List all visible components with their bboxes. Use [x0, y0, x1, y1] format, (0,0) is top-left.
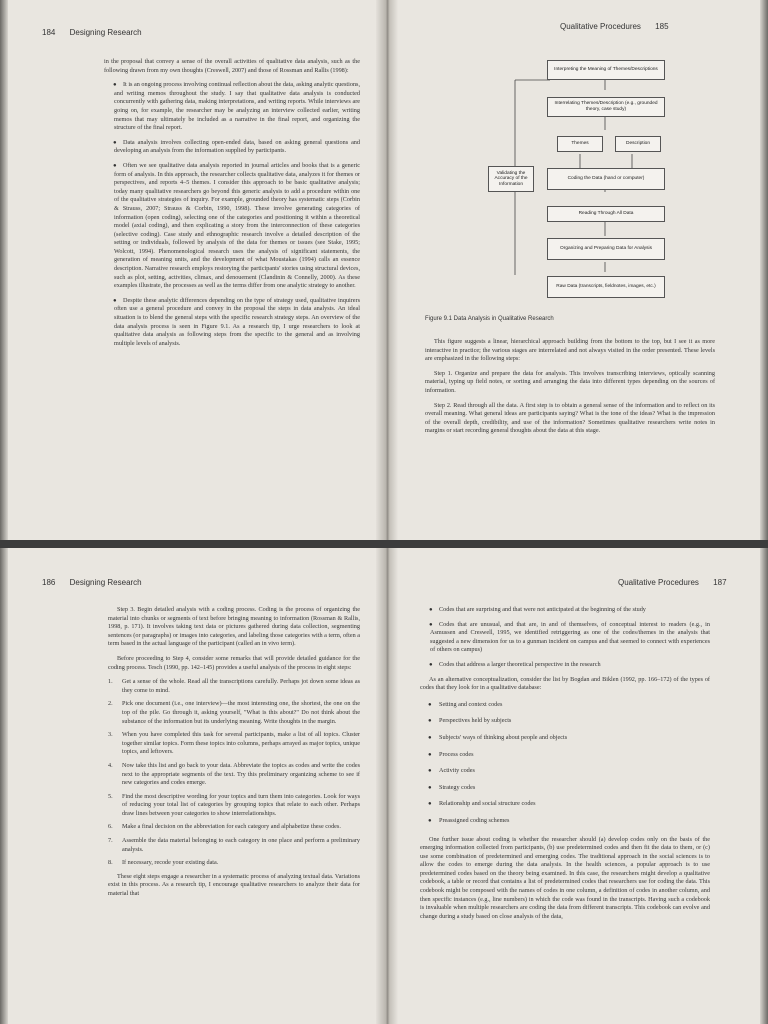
book-spread-bottom: [0, 548, 768, 1024]
list-item: ● Setting and context codes: [428, 701, 710, 710]
box-organizing: Organizing and Preparing Data for Analysis: [547, 238, 665, 260]
page-edge-left: [0, 548, 8, 1024]
box-interpreting: Interpreting the Meaning of Themes/Descriptions: [547, 60, 665, 80]
figure-caption: Figure 9.1 Data Analysis in Qualitative Research: [425, 316, 554, 322]
page-number: 187: [713, 578, 727, 587]
list-item: ● Subjects' ways of thinking about people and objects: [428, 734, 710, 743]
running-title: Qualitative Procedures: [618, 578, 699, 587]
list-item: 8. If necessary, recode your existing data.: [108, 859, 219, 867]
running-header-left: [30, 578, 142, 587]
bullet-paragraph: ● Data analysis involves collecting open-ended data, based on asking general questions and developing an analysis from the information supplied by participants.: [104, 139, 360, 156]
list-item: 4. Now take this list and go back to your data. Abbreviate the topics as codes and write the codes next to the appropriate segments of the text. Try this preliminary organizing scheme to see if new categories and codes emerge.: [108, 761, 360, 787]
running-header-left: [30, 28, 142, 37]
list-item: 5. Find the most descriptive wording for your topics and turn them into categories. Look for ways of reducing your total list of categories by grouping topics that relate to each other. Perhaps draw lines between your categories to show interrelationships.: [108, 792, 360, 817]
paragraph: Step 2. Read through all the data. A first step is to obtain a general sense of the information and to reflect on its overall meaning. What general ideas are participants saying? What is the tone of the ideas? What is the impression of the overall depth, credibility, and use of the information? Sometimes qualitative researchers write notes in margins or start recording general thoughts about the data at this stage.: [425, 401, 715, 435]
box-reading: Reading Through All Data: [547, 206, 665, 222]
page-number: 184: [42, 28, 56, 37]
box-raw-data: Raw Data (transcripts, fieldnotes, images, etc.): [547, 276, 665, 298]
paragraph: in the proposal that convey a sense of the overall activities of qualitative data analysis, such as the following drawn from my own thoughts (Creswell, 2007) and those of Rossman and Rallis (1998):: [104, 58, 360, 74]
book-gutter: [376, 548, 398, 1024]
left-page-text: [104, 58, 360, 354]
right-page-text: [420, 606, 710, 927]
bullet-paragraph: ● Codes that are unusual, and that are, in and of themselves, of conceptual interest to readers (e.g., in Asmussen and Creswell, 1995, we identified retriggering as one of the codes/themes in the analysis that suggested a new dimension for us to a gunman incident on campus and that seemed to connect with experiences of others on campus): [420, 621, 710, 655]
list-item: ● Strategy codes: [428, 784, 710, 793]
code-types-list: [428, 701, 710, 826]
page-edge-left: [0, 0, 8, 540]
box-description: Description: [615, 136, 661, 152]
list-item: 2. Pick one document (i.e., one interview)—the most interesting one, the shortest, the one on the top of the pile. Go through it, asking yourself, "What is this about?" Do not think about the substance of the information but its underlying meaning. Write thoughts in the margin.: [108, 700, 360, 725]
list-item: ● Process codes: [428, 751, 710, 760]
list-item: ● Relationship and social structure codes: [428, 800, 710, 809]
bullet-paragraph: ● Codes that are surprising and that were not anticipated at the beginning of the study: [420, 606, 710, 615]
paragraph: One further issue about coding is whether the researcher should (a) develop codes only on the basis of the emerging information collected from participants, (b) use predetermined codes and then fit the data to them, or (c) use some combination of predetermined and emerging codes. The traditional approach in the social sciences is to allow the codes to emerge during the data analysis. In the health sciences, a popular approach is to use predetermined codes based on the theory being examined. In this case, the researchers might develop a qualitative codebook, a table or record that contains a list of predetermined codes that researchers use for coding the data. This codebook might be composed with the names of codes in one column, a definition of codes in another column, and then specific instances (e.g., line numbers) in which the code was found in the transcripts. Having such a codebook is invaluable when multiple researchers are coding the data from different transcripts. This codebook can evolve and change during a study based on close analysis of the data,: [420, 835, 710, 920]
list-item: ● Activity codes: [428, 767, 710, 776]
book-gutter: [376, 0, 398, 540]
paragraph: As an alternative conceptualization, consider the list by Bogdan and Biklen (1992, pp. 166–172) of the types of codes that they look for in a qualitative database:: [420, 675, 710, 692]
bullet-paragraph: ● It is an ongoing process involving continual reflection about the data, asking analytic questions, and writing memos throughout the study. I say that qualitative data analysis is conducted concurrently with gathering data, making interpretations, and writing reports. While interviews are going on, for example, the researcher may be analyzing an interview collected earlier, writing memos that may ultimately be included as a narrative in the final report, and organizing the structure of the final report.: [104, 81, 360, 133]
box-validating: Validating the Accuracy of the Information: [488, 166, 534, 192]
right-page-text: [425, 338, 715, 442]
running-title: Qualitative Procedures: [560, 22, 641, 31]
page-edge-right: [760, 0, 768, 540]
left-page-text: [108, 606, 360, 905]
bullet-paragraph: ● Despite these analytic differences depending on the type of strategy used, qualitative inquirers often use a general procedure and convey in the proposal the steps in data analysis. An ideal situation is to blend the general steps with the specific research strategy steps. An overview of the data analysis process is seen in Figure 9.1. As a research tip, I urge researchers to look at qualitative data analysis as following steps from the specific to the general and as involving multiple levels of analysis.: [104, 297, 360, 349]
page-number: 186: [42, 578, 56, 587]
list-item: ● Preassigned coding schemes: [428, 817, 710, 826]
list-item: 6. Make a final decision on the abbreviation for each category and alphabetize these codes.: [108, 823, 341, 831]
running-title: Designing Research: [69, 28, 142, 37]
list-item: 1. Get a sense of the whole. Read all the transcriptions carefully. Perhaps jot down some ideas as they come to mind.: [108, 678, 360, 694]
list-item: 3. When you have completed this task for several participants, make a list of all topics. Cluster together similar topics. Form these topics into columns, perhaps arrayed as major topics, unique topics, and leftovers.: [108, 731, 360, 756]
box-themes: Themes: [557, 136, 603, 152]
paragraph: Step 3. Begin detailed analysis with a coding process. Coding is the process of organizing the material into chunks or segments of text before bringing meaning to information (Rossman & Rallis, 1998, p. 171). It involves taking text data or pictures gathered during data collection, segmenting sentences (or paragraphs) or images into categories, and labeling those categories with a term, often a term based in the actual language of the participant (called an in vivo term).: [108, 606, 360, 648]
list-item: ● Perspectives held by subjects: [428, 717, 710, 726]
bullet-paragraph: ● Often we see qualitative data analysis reported in journal articles and books that is a generic form of analysis. In this approach, the researcher collects qualitative data, analyzes it for themes or perspectives, and reports 4–5 themes. I consider this approach to be basic qualitative analysis; today many qualitative researchers go beyond this generic analysis to add a procedure within one of the qualitative strategies of inquiry. For example, grounded theory has systematic steps (Corbin & Strauss, 2007; Strauss & Corbin, 1990, 1998). These involve generating categories of information (open coding), selecting one of the categories and positioning it within a theoretical model (axial coding), and then explicating a story from the interconnection of these categories (selective coding). Case study and ethnographic research involve a detailed description of the setting or individuals, followed by analysis of the data for themes or issues (see Stake, 1995; Wolcott, 1994). Phenomenological research uses the analysis of significant statements, the generation of meaning units, and the development of what Moustakas (1994) calls an essence description. Narrative research employs restorying the participants' stories using structural devices, such as plot, setting, activities, climax, and denouement (Clandinin & Connelly, 2000). As these examples illustrate, the processes as well as the terms differ from one analytic strategy to another.: [104, 162, 360, 291]
paragraph: Step 1. Organize and prepare the data for analysis. This involves transcribing interviews, optically scanning material, typing up field notes, or sorting and arranging the data into different types depending on the sources of information.: [425, 369, 715, 394]
box-interrelating: Interrelating Themes/Description (e.g., grounded theory, case study): [547, 97, 665, 117]
box-coding: Coding the Data (hand or computer): [547, 168, 665, 190]
page-number: 185: [655, 22, 669, 31]
running-title: Designing Research: [69, 578, 142, 587]
running-header-right: [560, 22, 681, 31]
coding-steps-list: [108, 678, 360, 868]
page-edge-right: [760, 548, 768, 1024]
running-header-right: [618, 578, 739, 587]
paragraph: These eight steps engage a researcher in a systematic process of analyzing textual data. Variations exist in this process. As a research tip, I encourage qualitative researchers to analyze their data for material that: [108, 872, 360, 898]
bullet-paragraph: ● Codes that address a larger theoretical perspective in the research: [420, 661, 710, 670]
paragraph: This figure suggests a linear, hierarchical approach building from the bottom to the top, but I see it as more interactive in practice; the various stages are interrelated and not always visited in the order presented. These levels are emphasized in the following steps:: [425, 338, 715, 363]
list-item: 7. Assemble the data material belonging to each category in one place and perform a preliminary analysis.: [108, 837, 360, 853]
paragraph: Before proceeding to Step 4, consider some remarks that will provide detailed guidance for the coding process. Tesch (1990, pp. 142–145) provides a useful analysis of the process in eight steps:: [108, 654, 360, 671]
